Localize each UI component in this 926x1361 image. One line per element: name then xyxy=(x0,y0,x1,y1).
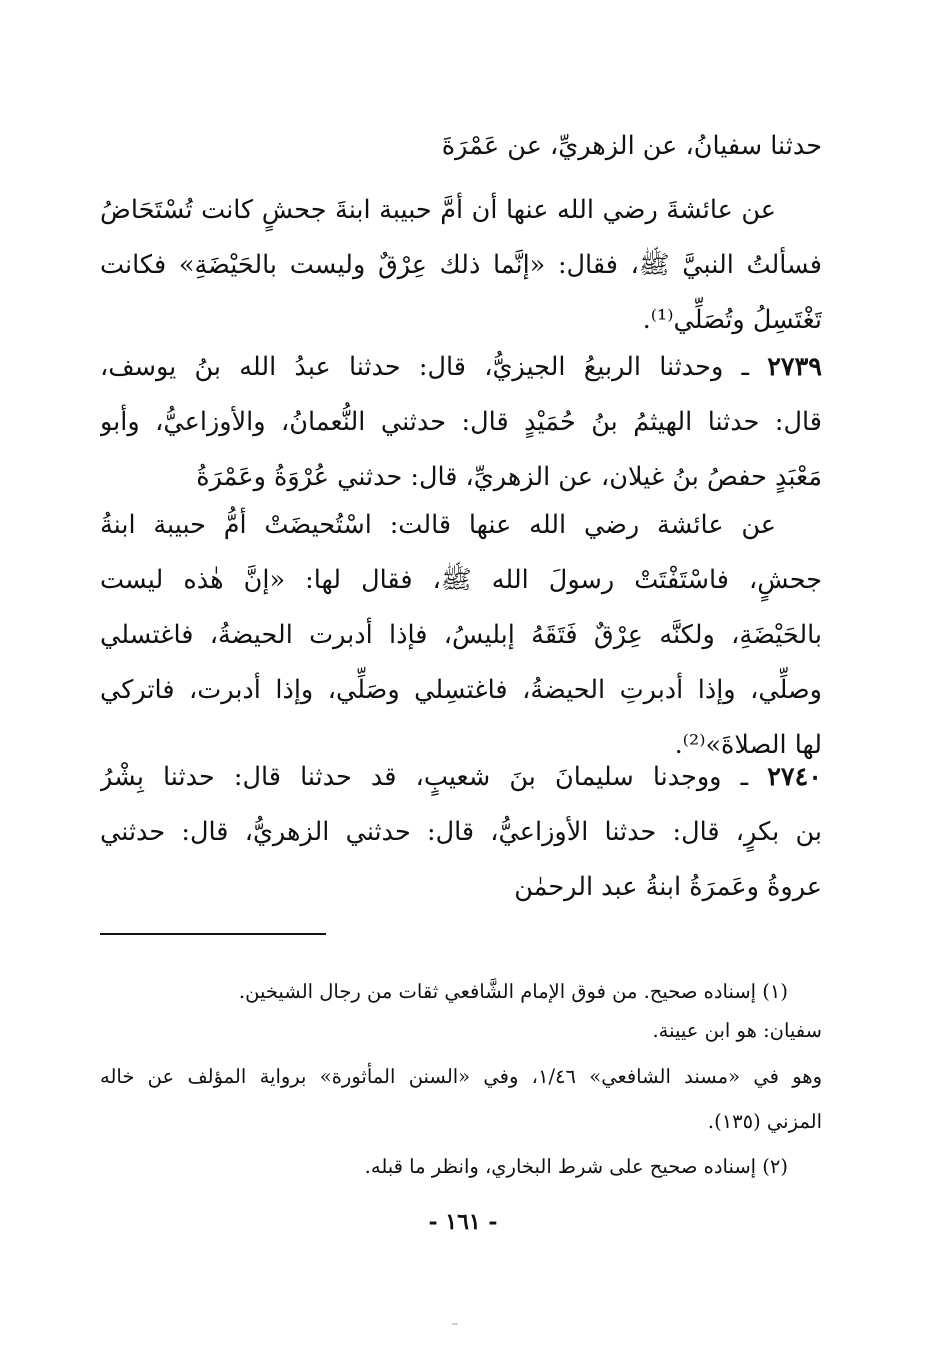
hadith-number: ٢٧٣٩ xyxy=(767,352,822,382)
text-line: جحشٍ، فاسْتَفْتَتْ رسولَ الله ﷺ، فقال لها: «إنَّ هٰذه ليست xyxy=(100,565,822,595)
text-line: بالحَيْضَةِ، ولكنَّه عِرْقٌ فَتَقَهُ إبليسُ، فإذا أدبرت الحيضةُ، فاغتسلي xyxy=(100,620,822,650)
footnote-line: وهو في «مسند الشافعي» ١/٤٦، وفي «السنن المأثورة» برواية المؤلف عن خاله xyxy=(100,1065,822,1088)
text-line: فسألتُ النبيَّ ﷺ، فقال: «إنَّما ذلك عِرْقٌ وليست بالحَيْضَةِ» فكانت xyxy=(100,250,822,280)
text-span: ـ ووجدنا سليمانَ بنَ شعيبٍ، قد حدثنا قال: حدثنا بِشْرُ xyxy=(100,762,768,792)
text-line: مَعْبَدٍ حفصُ بنُ غيلان، عن الزهريِّ، قال: حدثني عُرْوَةُ وعَمْرَةُ xyxy=(196,462,822,492)
hadith-2740 xyxy=(100,750,822,915)
footnote-line: المزني (١٣٥). xyxy=(707,1110,822,1133)
text-line xyxy=(100,750,822,805)
text-line: عروةُ وعَمرَةُ ابنةُ عبد الرحمٰن xyxy=(514,872,822,902)
footnote-1: (١) إسناده صحيح. من فوق الإمام الشَّافعي ثقات من رجال الشيخين. xyxy=(238,980,788,1003)
page-number: - ١٦١ - xyxy=(428,1209,498,1235)
text-line: وصلِّي، وإذا أدبرتِ الحيضةُ، فاغتسِلي وصَلِّي، وإذا أدبرت، فاتركي xyxy=(100,675,822,705)
hadith-2739-isnad xyxy=(100,340,822,505)
hadith-continuation xyxy=(100,119,822,174)
text-line: عن عائشةَ رضي الله عنها أن أمَّ حبيبة ابنةَ جحشٍ كانت تُسْتَحَاضُ xyxy=(100,195,776,225)
text-line: قال: حدثنا الهيثمُ بنُ حُمَيْدٍ قال: حدثني النُّعمانُ، والأوزاعيُّ، وأبو xyxy=(100,407,822,437)
matn-paragraph-1 xyxy=(100,183,822,348)
text-line: حدثنا سفيانُ، عن الزهريِّ، عن عَمْرَةَ xyxy=(441,131,822,161)
scan-mark xyxy=(452,1323,458,1325)
footnote-separator xyxy=(100,933,326,935)
footnote-line: سفيان: هو ابن عيينة. xyxy=(652,1019,822,1042)
footnote-2: (٢) إسناده صحيح على شرط البخاري، وانظر ما قبله. xyxy=(364,1155,788,1178)
text-span: ـ وحدثنا الربيعُ الجيزيُّ، قال: حدثنا عبدُ الله بنُ يوسف، xyxy=(100,352,768,382)
text-line: لها الصلاةَ»⁽²⁾. xyxy=(674,730,822,760)
text-line xyxy=(100,340,822,395)
text-line: عن عائشة رضي الله عنها قالت: اسْتُحيضَتْ أمُّ حبيبة ابنةُ xyxy=(100,510,776,540)
text-line: بن بكرٍ، قال: حدثنا الأوزاعيُّ، قال: حدثني الزهريُّ، قال: حدثني xyxy=(100,817,822,847)
hadith-number: ٢٧٤٠ xyxy=(767,762,822,792)
hadith-2739-matn xyxy=(100,498,822,773)
text-line: تَغْتَسِلُ وتُصَلِّي⁽¹⁾. xyxy=(642,305,822,335)
